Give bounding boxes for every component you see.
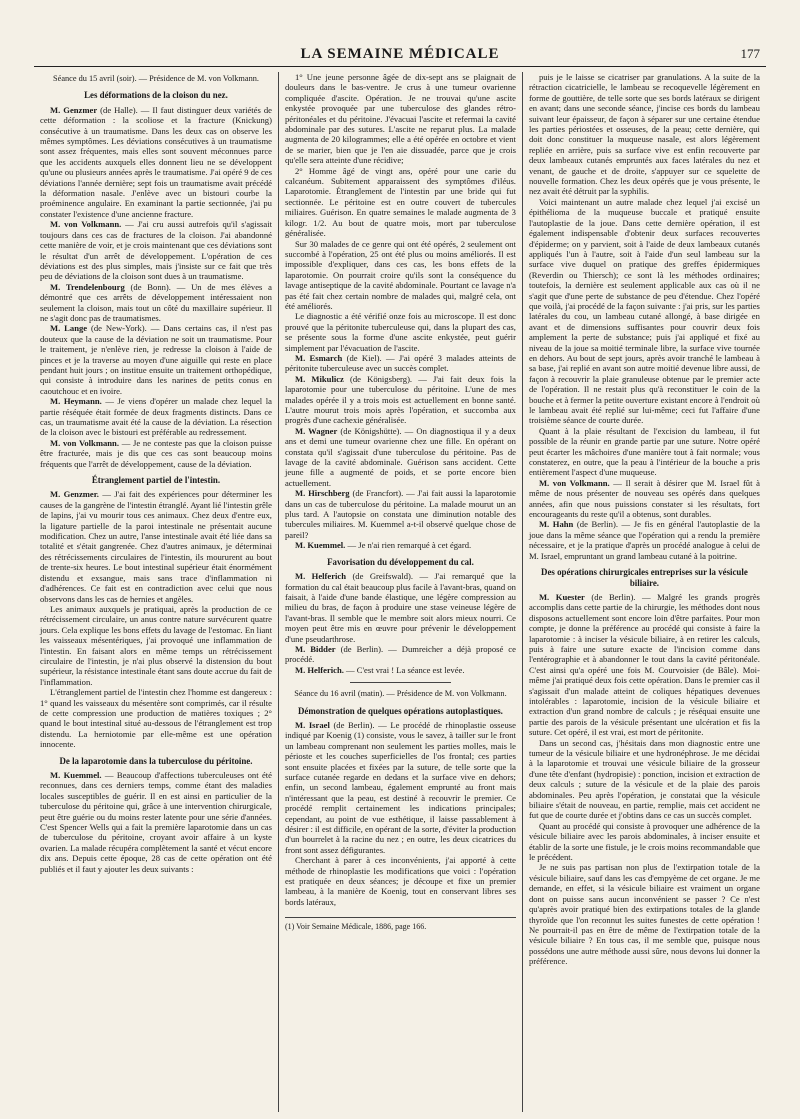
section-divider (350, 682, 452, 683)
speaker-name: M. Kuester (538, 591, 585, 602)
speaker-name: M. Heymann. (50, 396, 102, 407)
paragraph (40, 219, 272, 281)
paragraph (285, 665, 516, 675)
column-middle (278, 72, 522, 1112)
paragraph-text: — Il serait à désirer que M. Israel fût à même de nous présenter de nouveau ses opérés dans quelques années, afin que nous puissions constater si les résultats, fort encourageants du reste qu'il a obtenus, sont durables. (528, 477, 760, 520)
paragraph-text: Les animaux auxquels je pratiquai, après la production de ce rétrécissement circulaire, un anus contre nature survécurent quatre jours. Cela explique les bons effets du lavage de l'estomac. En liant les vaisseaux mésentériques, j'ai provoqué une inflammation de l'intestin. En faisant alors en même temps un rétrécissement circulaire de l'intestin, je n'ai plus observé la distension du bout supérieur, la résistance intestinale étant sans doute accrue du fait de l'inflammation. (40, 603, 272, 687)
paragraph (285, 488, 516, 540)
column-right (522, 72, 766, 1112)
section-title: Démonstration de quelques opérations autoplastiques. (298, 705, 503, 716)
paragraph-text: Cherchant à parer à ces inconvénients, j'ai apporté à cette méthode de rhinoplastie les modifications que voici : l'opération est pratiquée en deux séances; je découpe et fixe un premier lambeau, à la manière de Koenig, tout en conservant libres ses bords latéraux, (284, 855, 516, 907)
section-title: Des opérations chirurgicales entreprises sur la vésicule biliaire. (541, 567, 748, 588)
speaker-name: M. Kuemmel. (294, 540, 346, 551)
paragraph-text: (de Halle). — Il faut distinguer deux variétés de cette déformation : la scoliose et la fracture (Knickung) consécutive à un traumatisme. Dans les deux cas on observe les mêmes symptômes. Les déviations consécutives à un traumatisme sont assez fréquentes, mais elles sont souvent méconnues parce que les accidents auxquels elles donnent lieu ne se développent qu'une ou plusieurs années après le traumatisme. J'ai opéré 9 de ces déviations l'année dernière; sept fois un traumatisme avait précédé la déformation nasale. J'enlève avec un bistouri courbe la proéminence angulaire. En examinant la partie sectionnée, j'ai pu constater l'existence d'une ancienne fracture. (40, 104, 272, 219)
paragraph-text: (de Berlin). — Dumreicher a déjà proposé ce procédé. (284, 643, 516, 665)
speaker-name: M. Trendelenbourg (50, 281, 125, 292)
footnote: (1) Voir Semaine Médicale, 1886, page 166. (285, 917, 516, 932)
paragraph (285, 426, 516, 488)
speaker-name: M. Helferich. (294, 664, 344, 675)
paragraph (40, 323, 272, 396)
speaker-name: M. Hirschberg (294, 488, 350, 499)
speaker-name: M. Bidder (294, 643, 336, 654)
paragraph-text: — Je ne conteste pas que la cloison puisse être fracturée, mais je dis que ces cas sont beaucoup moins fréquents que l'arrêt de développement, cause de la déviation. (40, 437, 272, 469)
speaker-name: M. Mikulicz (294, 373, 344, 384)
sitting-heading: Séance du 15 avril (soir). — Présidence de M. von Volkmann. (53, 74, 259, 83)
paragraph-text: — C'est vrai ! La séance est levée. (343, 664, 465, 675)
paragraph (285, 720, 516, 855)
section-title: Les déformations de la cloison du nez. (84, 90, 228, 101)
speaker-name: M. Kuemmel. (50, 770, 102, 780)
speaker-name: M. von Volkmann. (538, 477, 610, 488)
paragraph (40, 687, 272, 749)
header-rule (34, 66, 766, 67)
paragraph (285, 571, 516, 644)
paragraph-text: Dans un second cas, j'hésitais dans mon diagnostic entre une tumeur de la vésicule biliaire et une hydronéphrose. Je me décidai à la laparotomie et trouvai une vésicule biliaire de la grosseur d'une tête d'enfant (hydropisie) : ponction, incision et extraction de deux calculs ; suture de la vésicule et de la plaie des parois abdominales. Peu après l'opération, je constatai que la vésicule biliaire s'était de nouveau, en partie, remplie, mais cet accident ne fut que de courte durée et j'obtins dans ce cas un succès complet. (528, 737, 760, 821)
paragraph (40, 282, 272, 324)
paragraph (529, 862, 760, 966)
paragraph-text: Le diagnostic a été vérifié onze fois au microscope. Il est donc prouvé que la péritonite tuberculeuse qui, dans la plupart des cas, se présente sous la forme d'une ascite enkystée, peut guérir simplement par l'évacuation de l'ascite. (284, 311, 516, 353)
paragraph (285, 166, 516, 239)
section-title: Étranglement partiel de l'intestin. (91, 475, 221, 486)
running-header (34, 46, 766, 64)
paragraph-text: 1° Une jeune personne âgée de dix-sept ans se plaignait de douleurs dans le bas-ventre. Je crus à une tumeur ovarienne compliquée d'ascite. Opération. Je ne trouvai qu'une ascite enkystée provoquée par une tuberculose des glandes rétro-péritonéales et du péritoine. J'évacuai l'ascite et refermai la cavité abdominale par des sutures. L'ascite ne reparut plus. La malade augmenta de 20 kilogrammes; elle a été opérée en octobre et vient de se marier, bien que je l'en aie dissuadée, parce que je crois qu'elle sera atteinte d'une récidive; (284, 72, 516, 166)
speaker-name: M. Hahn (538, 519, 574, 530)
paragraph (285, 72, 516, 166)
paragraph-text: — Beaucoup d'affections tuberculeuses ont été reconnues, dans ces derniers temps, comme étant des maladies locales susceptibles de guérir. Il en est ainsi en particulier de la tuberculose du péritoine qui, grâce à une intervention chirurgicale, peut être guérie ou du moins rester latente pour une série d'années. C'est Spencer Wells qui a fait la première laparotomie dans un cas de tuberculose du péritoine, croyant avoir affaire à un kyste ovarien. La malade récupéra complètement la santé et vécut encore dix ans. Depuis cette époque, 28 cas de cette opération ont été publiés et il faut y ajouter les deux suivants : (40, 770, 272, 874)
paragraph-text: Quant au procédé qui consiste à provoquer une adhérence de la vésicule biliaire avec les parois abdominales, à inciser ensuite et établir de la sorte une fistule, je le crois moins recommandable que le précédent. (528, 820, 760, 863)
paragraph-text: — Je viens d'opérer un malade chez lequel la partie réséquée était formée de deux fragments distincts. Dans ce cas, un traumatisme avait été la cause de la déviation. La résection de la cloison avec le bistouri est préférable au redressement. (40, 396, 272, 438)
paragraph-text: (de Greifswald). — J'ai remarqué que la formation du cal était beaucoup plus facile à l'avant-bras, quand on faisait, à l'aide d'une bande élastique, une légère compression au milieu du bras, de façon à produire une stase veineuse légère de l'avant-bras. Il semble que le membre soit alors mieux nourri. Ce moyen peut être mis en œuvre pour prévenir le développement d'une pseudarthrose. (284, 571, 516, 644)
paragraph (285, 644, 516, 665)
speaker-name: M. Helferich (294, 571, 347, 582)
paragraph (40, 604, 272, 687)
paragraph (40, 438, 272, 469)
paragraph (529, 197, 760, 426)
paragraph-text: (de Kiel). — J'ai opéré 3 malades atteints de péritonite tuberculeuse avec un succès complet. (284, 352, 516, 374)
sitting-heading: Séance du 16 avril (matin). — Présidence de M. von Volkmann. (294, 689, 507, 699)
paragraph-text: puis je le laisse se cicatriser par granulations. A la suite de la rétraction cicatricielle, le lambeau se recoquevelle légèrement en forme de gouttière, de telle sorte que ses bords latéraux se dirigent en avant; dans une seconde séance, j'incise ces bords du lambeau suivant leur épaisseur, de façon à séparer sur une certaine étendue les parties périostées et osseuses, de la peau; cette dernière, qui doit donc constituer la muqueuse nasale, est alors légèrement repliée en arrière, puis sa surface vive est enfin recouverte par deux lambeaux cutanés empruntés aux faces latérales du nez et venant, de gauche et de droite, s'appuyer sur ce squelette de nouvelle formation. Chez les deux opérés que je vous présente, le nez avait été détruit par la syphilis. (528, 72, 760, 197)
paragraph-text: (de Berlin). — Je fis en général l'autoplastie de la joue dans la même séance que l'opération qui a rendu la première nécessaire, et je la pratique d'après un procédé analogue à celui de M. Israel, empruntant un grand lambeau cutané à la poitrine. (528, 519, 760, 561)
paragraph (40, 105, 272, 219)
paragraph (529, 519, 760, 561)
speaker-name: M. Esmarch (294, 352, 343, 363)
speaker-name: M. Genzmer (50, 104, 98, 115)
paragraph-text: 2° Homme âgé de vingt ans, opéré pour une carie du calcanéum. Subitement apparaissent des symptômes d'iléus. Laparotomie. Étranglement de l'intestin par une bride qui fut sectionnée. Le péritoine est en outre couvert de tubercules miliaires. Guérison. En quatre semaines le malade augmenta de 3 kilogr. 1/2. Au bout de quatre mois, mort par tuberculose généralisée. (284, 165, 516, 239)
paragraph-text: Je ne suis pas partisan non plus de l'extirpation totale de la vésicule biliaire, sauf dans les cas d'empyème de cet organe. Je me demande, en effet, si la vésicule biliaire est vraiment un organe dont on puisse sans aucun inconvénient se passer ? Ce n'est qu'après avoir pratiqué bien des extirpations totales de la glande thyroïde que l'on reconnut les suites funestes de cette opération ! Ne pourrait-il pas en être de même de l'extirpation totale de la vésicule biliaire ? En tous cas, il me semble que, puisque nous possédons une autre méthode aussi sûre, nous devons lui donner la préférence. (528, 862, 760, 967)
paragraph-text: (de Berlin). — Malgré les grands progrès accomplis dans cette partie de la chirurgie, les méthodes dont nous disposons actuellement sont encore loin d'être parfaites. Pour mon compte, je donne la préférence au procédé qui consiste à faire la laparotomie : à inciser la vésicule biliaire, à en retirer les calculs, puis à faire une suture exacte de l'incision comme dans l'entérographie et à abandonner le tout dans la cavité péritonéale. C'est ainsi qu'a opéré une fois M. Courvoisier (de Bâle). Moi-même j'ai pratiqué deux fois cette opération. Dans le premier cas il s'agissait d'un malade atteint de coliques hépatiques devenues intolérables : laparotomie, incision de la vésicule biliaire et extraction d'un grand nombre de calculs ; je réséquai ensuite une partie des parois de la vésicule présentant une ulcération et fis la suture. Cet opéré, il est vrai, est mort de péritonite. (528, 591, 760, 738)
paragraph-text: (de Königsberg). — J'ai fait deux fois la laparotomie pour une tuberculose du péritoine. L'une de mes malades opérée il y a trois mois est actuellement en bonne santé. L'autre mourut trois mois après l'opération, et succomba aux progrès d'une cachexie généralisée. (284, 373, 516, 426)
paragraph-text: — J'ai cru aussi autrefois qu'il s'agissait toujours dans ces cas de fractures de la cloison. J'ai abandonné cette manière de voir, et je crois maintenant que ces déviations sont le résultat d'un arrêt de développement. L'opération de ces déviations est des plus simples, mais j'insiste sur ce fait que très peu de déviations de la cloison sont dues à un traumatisme. (40, 219, 272, 282)
page-number: 177 (740, 46, 760, 61)
paragraph (529, 738, 760, 821)
paragraph (529, 821, 760, 863)
paragraph-text: (de Bonn). — Un de mes élèves a démontré que ces arrêts de développement intéressaient non seulement la cloison, mais tout un côté du maxillaire supérieur. Il ne s'agit donc pas de traumatismes. (40, 281, 272, 323)
paragraph-text: (de Königshütte). — On diagnostiqua il y a deux ans et demi une tumeur ovarienne chez une fille. En opérant on constata qu'il s'agissait d'une tuberculose du péritoine. Pas de lavage de la cavité abdominale. Guérison sans accident. Cette jeune fille a augmenté de poids, et se porte encore bien actuellement. (284, 425, 516, 488)
paragraph (529, 478, 760, 520)
section-title: Favorisation du développement du cal. (327, 556, 474, 567)
paragraph (529, 426, 760, 478)
paragraph (285, 311, 516, 353)
paragraph (285, 239, 516, 312)
speaker-name: M. Genzmer. (50, 489, 99, 500)
speaker-name: M. von Volkmann. (50, 437, 119, 448)
paragraph-text: (de New-York). — Dans certains cas, il n'est pas douteux que la cause de la déviation ne soit un traumatisme. Pour le traitement, je n'enlève rien, je redresse la cloison à l'aide de pinces et je la traverse au moyen d'une aiguille qui reste en place pendant huit jours ; on institue ensuite un traitement orthopédique, qui consiste à introduire dans les narines de petits conus en caoutchouc et en ivoire. (40, 323, 272, 396)
speaker-name: M. Israel (294, 719, 330, 730)
paragraph (285, 374, 516, 426)
paragraph (529, 72, 760, 197)
speaker-name: M. von Volkmann. (50, 219, 122, 230)
paragraph (285, 855, 516, 907)
paragraph-text: (de Berlin). — Le procédé de rhinoplastie osseuse indiqué par Koenig (1) consiste, vous le savez, à tailler sur le front un lambeau comprenant non seulement les parties molles, mais le périoste et les couches superficielles de l'os frontal; ces parties sont ensuite placées et fixées par la suture, de telle sorte que la surface cutanée regarde en dedans et la surface vive en dehors; enfin, un second lambeau, également emprunté au front mais n'intéressant que la peau, est destiné à recouvrir le premier. Ce procédé remplit certainement les indications principales; cependant, au point de vue esthétique, il laisse passablement à désirer : il est difficile, en opérant de la sorte, d'éviter la production d'un bourrelet à la racine du nez ; en outre, les deux cicatrices du front sont assez défigurantes. (284, 719, 516, 855)
paragraph-text: Voici maintenant un autre malade chez lequel j'ai excisé un épithélioma de la muqueuse buccale et pratiqué ensuite l'autoplastie de la joue. Dans cette dernière opération, il est également indispensable d'obtenir deux surfaces recouvertes d'épiderme; on y parvient, soit à l'aide de deux lambeaux cutanés appliqués l'un à l'autre, soit à l'aide d'un seul lambeau sur la surface vive duquel on pratique des greffes épidermiques (Reverdin ou Thiersch); ce sont là les méthodes ordinaires; toutefois, la dernière est seulement applicable aux cas où il ne s'agit que d'une perte de substance de peu d'étendue. Chez l'opéré que voilà, j'ai procédé de la façon suivante : j'ai pris, sur les parties latérales du cou, un lambeau cutané allongé, à base dirigée en avant et de dimensions suffisantes pour couvrir deux fois amplement la perte de substance; puis j'ai appliqué et fixé au niveau de la joue sa moitié terminale libre, la surface vive tournée en dehors. Au bout de sept jours, après avoir tranché le lambeau à sa base, j'ai replié en avant son autre moitié devenue libre aussi, de façon à recouvrir la plaie granuleuse obtenue par le premier acte de l'opération. Il ne restait plus qu'à reconstituer le coin de la bouche et à fermer la petite ouverture existant encore à l'endroit où le lambeau avait été replié sur lui-même; ceci fut l'affaire d'une troisième séance de courte durée. (528, 196, 760, 426)
text-columns (34, 72, 766, 1112)
paragraph (40, 396, 272, 438)
speaker-name: M. Wagner (294, 425, 338, 436)
paragraph (529, 592, 760, 738)
paragraph-text: — J'ai fait des expériences pour déterminer les causes de la gangrène de l'intestin étranglé. Ayant lié l'intestin grêle de lapins, j'ai vu mourir tous ces animaux. Chez deux d'entre eux, la ligature partielle de la paroi intestinale ne présentait aucune modification. Chez un autre, l'anse intestinale avait été liée dans sa totalité et s'était gangrenée. Chez d'autres animaux, je déterminai des rétrécissements circulaires de l'intestin, ils moururent au bout de trente-six heures. Le bout intestinal supérieur était énormément distendu et exsangue, mais sans trace d'inflammation ni d'adhérences. Ce fait est en contradiction avec celui que nous observons dans les cas de hernies et angèles. (40, 489, 272, 604)
paragraph (40, 489, 272, 603)
paragraph-text: L'étranglement partiel de l'intestin chez l'homme est dangereux : 1° quand les vaisseaux du mésentère sont comprimés, car il résulte de cette compression une production de matières toxiques ; 2° quand le bout intestinal situé au-dessous de l'étranglement est trop distendu. La herniotomie par elle-même est une opération innocente. (40, 687, 272, 750)
section-title: De la laparotomie dans la tuberculose du péritoine. (59, 755, 253, 766)
paragraph-text: (de Francfort). — J'ai fait aussi la laparotomie dans un cas de tuberculose du péritoine. La malade mourut un an plus tard. A l'autopsie on constata une diminution notable des tubercules miliaires. M. Kuemmel a-t-il observé quelque chose de pareil? (284, 488, 516, 540)
paragraph-text: — Je n'ai rien remarqué à cet égard. (345, 540, 472, 551)
paragraph (40, 770, 272, 874)
paragraph-text: Sur 30 malades de ce genre qui ont été opérés, 2 seulement ont succombé à l'opération, 25 ont été plus ou moins améliorés. Il est impossible d'expliquer, dans ces cas, les bons effets de la laparotomie. On pourrait croire qu'ils sont la conséquence du lavage antiseptique de la cavité abdominale. Pourtant ce lavage n'a pas été fait chez certain nombre de malades qui, malgré cela, ont été améliorés. (284, 238, 516, 311)
speaker-name: M. Lange (50, 323, 88, 334)
journal-title: LA SEMAINE MÉDICALE (300, 46, 500, 62)
column-left (34, 72, 278, 1112)
paragraph (285, 540, 516, 550)
paragraph-text: Quant à la plaie résultant de l'excision du lambeau, il fut possible de la réunir en grande partie par une suture. Notre opéré peut écarter les mâchoires d'une manière tout à fait normale; vous constaterez, en outre, que la peau à l'intérieur de la bouche a pris entièrement l'aspect d'une muqueuse. (528, 425, 760, 478)
paragraph (285, 353, 516, 374)
